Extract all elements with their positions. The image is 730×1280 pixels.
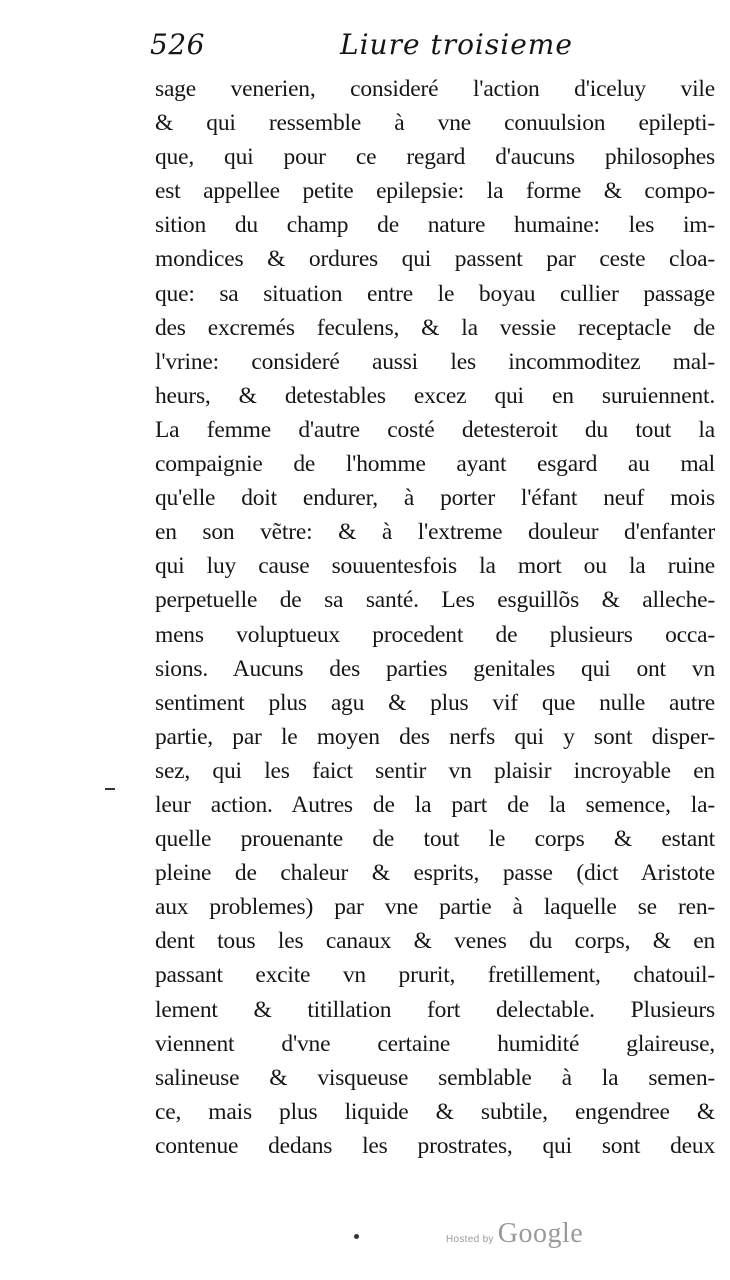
margin-mark: [105, 788, 115, 790]
text-line: en son vẽtre: & à l'extreme douleur d'enfanter: [155, 519, 715, 546]
text-line: lement & titillation fort delectable. Plusieurs: [155, 996, 715, 1023]
page-header: [150, 28, 720, 68]
text-line: passant excite vn prurit, fretillement, chatouil-: [155, 962, 715, 989]
text-line: que: sa situation entre le boyau cullier passage: [155, 280, 715, 307]
text-line: l'vrine: consideré aussi les incommoditez mal-: [155, 348, 715, 375]
text-line: que, qui pour ce regard d'aucuns philosophes: [155, 144, 715, 171]
text-line: dent tous les canaux & venes du corps, & en: [155, 928, 715, 955]
text-line: sentiment plus agu & plus vif que nulle autre: [155, 689, 715, 716]
text-line: leur action. Autres de la part de la semence, la-: [155, 791, 715, 818]
text-line: aux problemes) par vne partie à laquelle se ren-: [155, 894, 715, 921]
text-line: perpetuelle de sa santé. Les esguillõs & alleche-: [155, 587, 715, 614]
text-line: heurs, & detestables excez qui en suruiennent.: [155, 382, 715, 409]
body-text: [155, 72, 715, 1163]
text-line: sage venerien, consideré l'action d'iceluy vile: [155, 76, 715, 102]
text-line: des excremés feculens, & la vessie receptacle de: [155, 314, 715, 341]
text-line: compaignie de l'homme ayant esgard au mal: [155, 451, 715, 478]
text-line: mondices & ordures qui passent par ceste cloa-: [155, 246, 715, 273]
google-logo: Google: [497, 1218, 584, 1249]
text-line: sition du champ de nature humaine: les im-: [155, 212, 715, 239]
hosted-by-label: Hosted by: [446, 1234, 494, 1245]
text-line: qui luy cause souuentesfois la mort ou la ruine: [155, 553, 715, 580]
text-line: partie, par le moyen des nerfs qui y sont disper-: [155, 723, 715, 750]
hosted-by-google-watermark: [446, 1218, 583, 1254]
text-line: viennent d'vne certaine humidité glaireuse,: [155, 1030, 715, 1057]
text-line: pleine de chaleur & esprits, passe (dict Aristote: [155, 860, 715, 887]
text-line: salineuse & visqueuse semblable à la semen-: [155, 1064, 715, 1091]
text-line: & qui ressemble à vne conuulsion epilepti-: [155, 110, 715, 137]
text-line: ce, mais plus liquide & subtile, engendree &: [155, 1098, 715, 1125]
footer-dot: [354, 1234, 359, 1239]
text-line: sions. Aucuns des parties genitales qui ont vn: [155, 655, 715, 682]
text-line: mens voluptueux procedent de plusieurs occa-: [155, 621, 715, 648]
page-number: 526: [150, 28, 205, 61]
text-line: contenue dedans les prostrates, qui sont deux: [155, 1132, 715, 1159]
running-title: Liure troisieme: [340, 28, 573, 61]
text-line: est appellee petite epilepsie: la forme & compo-: [155, 178, 715, 205]
text-line: quelle prouenante de tout le corps & estant: [155, 826, 715, 853]
text-line: sez, qui les faict sentir vn plaisir incroyable en: [155, 757, 715, 784]
text-line: qu'elle doit endurer, à porter l'éfant neuf mois: [155, 485, 715, 512]
text-line: La femme d'autre costé detesteroit du tout la: [155, 416, 715, 443]
